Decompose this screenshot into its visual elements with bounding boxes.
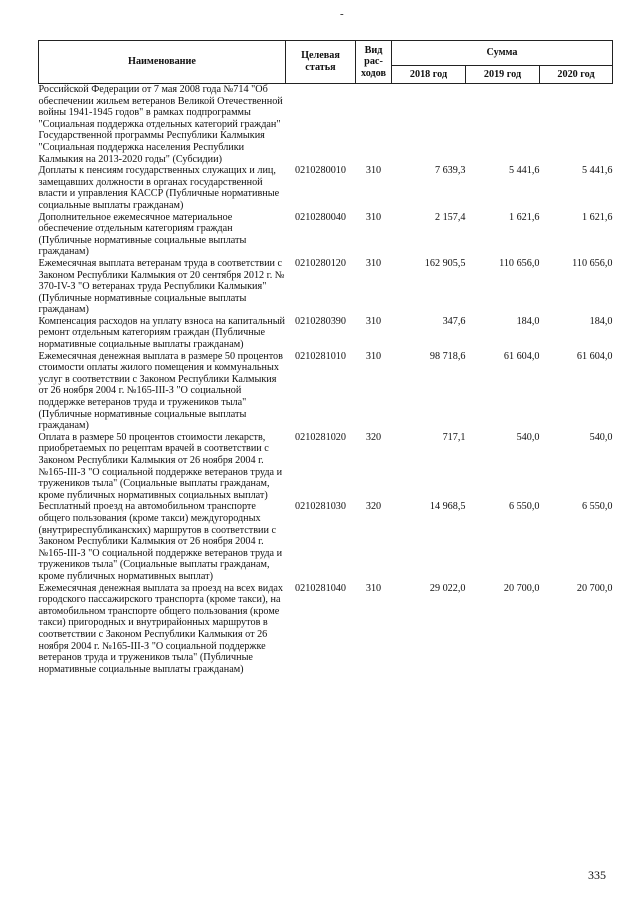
row-kind: 320 bbox=[365, 431, 382, 443]
row-2019: 6 550,0 bbox=[508, 501, 540, 513]
table-row bbox=[39, 84, 613, 166]
row-kind bbox=[356, 84, 392, 166]
row-2020: 110 656,0 bbox=[572, 257, 613, 269]
page-number: 335 bbox=[588, 868, 606, 882]
row-2020: 61 604,0 bbox=[576, 350, 613, 362]
table-row bbox=[39, 212, 613, 258]
row-2018: 14 968,5 bbox=[429, 501, 466, 513]
row-2019: 540,0 bbox=[516, 431, 540, 443]
header-year-2018: 2018 год bbox=[392, 66, 466, 84]
row-code: 0210280010 bbox=[295, 165, 346, 177]
row-2020: 184,0 bbox=[589, 315, 613, 327]
row-name: Доплаты к пенсиям государственных служащих и лиц, замещавших должности в органах государственной власти и управления КАССР (Публичные нормативные социальные выплаты гражданам) bbox=[38, 165, 280, 211]
row-2020: 6 550,0 bbox=[581, 501, 613, 513]
row-2020: 20 700,0 bbox=[576, 582, 613, 594]
row-name: Ежемесячная выплата ветеранам труда в соответствии с Законом Республики Калмыкия от 20 сентября 2012 г. № 370-IV-З "О ветеранах труда Республики Калмыкия" (Публичные нормативные социальные выплаты гражданам) bbox=[38, 257, 285, 316]
header-target-article: Целевая статья bbox=[286, 41, 356, 84]
row-2019: 110 656,0 bbox=[499, 257, 540, 269]
row-2019: 61 604,0 bbox=[503, 350, 540, 362]
row-name: Ежемесячная денежная выплата в размере 50 процентов стоимости оплаты жилого помещения и коммунальных услуг в соответствии с Законом Республики Калмыкия от 26 ноября 2004 г. №165-III-З "О социальной поддержке ветеранов труда и тружеников тыла" (Публичные нормативные социальные выплаты гражданам) bbox=[38, 350, 283, 432]
table-row bbox=[39, 432, 613, 502]
top-mark: - bbox=[340, 8, 344, 20]
row-code: 0210281030 bbox=[295, 501, 346, 513]
table-row bbox=[39, 351, 613, 432]
row-name: Оплата в размере 50 процентов стоимости лекарств, приобретаемых по рецептам врачей в соответствии с Законом Республики Калмыкия от 26 ноября 2004 г. №165-III-З "О социальной поддержке ветеранов труда и тружеников тыла" (Социальные выплаты гражданам, кроме публичных нормативных социальных выплат) bbox=[38, 431, 283, 501]
row-2020: 1 621,6 bbox=[581, 211, 613, 223]
table-row bbox=[39, 316, 613, 351]
row-kind: 310 bbox=[365, 211, 382, 223]
row-kind: 310 bbox=[365, 315, 382, 327]
table-row bbox=[39, 583, 613, 676]
row-2018: 29 022,0 bbox=[429, 582, 466, 594]
row-2018: 2 157,4 bbox=[434, 211, 466, 223]
row-2018: 347,6 bbox=[442, 315, 466, 327]
row-2019: 184,0 bbox=[516, 315, 540, 327]
row-2018: 7 639,3 bbox=[434, 165, 466, 177]
table-row bbox=[39, 165, 613, 211]
row-kind: 310 bbox=[365, 257, 382, 269]
row-code: 0210280390 bbox=[295, 315, 346, 327]
row-name: Дополнительное ежемесячное материальное обеспечение отдельным категориям граждан (Публичные нормативные социальные выплаты гражданам) bbox=[38, 211, 247, 258]
row-kind: 310 bbox=[365, 350, 382, 362]
table-row bbox=[39, 501, 613, 582]
budget-table bbox=[38, 40, 613, 675]
row-code bbox=[286, 84, 356, 166]
row-code: 0210281040 bbox=[295, 582, 346, 594]
row-2020 bbox=[540, 84, 613, 166]
header-name: Наименование bbox=[39, 41, 286, 84]
row-code: 0210280120 bbox=[295, 257, 346, 269]
row-2018: 717,1 bbox=[442, 431, 466, 443]
row-name: Российской Федерации от 7 мая 2008 года №714 "Об обеспечении жильем ветеранов Великой Отечественной войны 1941-1945 годов" в рамках подпрограммы "Социальная поддержка отдельных категорий граждан" Государственной программы Республики Калмыкия "Социальная поддержка населения Республики Калмыкия на 2013-2020 годы" (Субсидии) bbox=[38, 84, 283, 165]
row-code: 0210281010 bbox=[295, 350, 346, 362]
header-year-2020: 2020 год bbox=[540, 66, 613, 84]
table-row bbox=[39, 258, 613, 316]
header-expense-kind: Вид рас-ходов bbox=[356, 41, 392, 84]
row-kind: 310 bbox=[365, 582, 382, 594]
row-name: Бесплатный проезд на автомобильном транспорте общего пользования (кроме такси) междугородных (внутриреспубликанских) маршрутов в соответствии с Законом Республики Калмыкия от 26 ноября 2004 г. №165-III-З "О социальной поддержке ветеранов труда и тружеников тыла" (Социальные выплаты гражданам, кроме публичных нормативных выплат) bbox=[38, 501, 283, 582]
row-2018: 98 718,6 bbox=[429, 350, 466, 362]
row-name: Ежемесячная денежная выплата за проезд на всех видах городского пассажирского транспорта (кроме такси), на автомобильном транспорте общего пользования (кроме такси) пригородных и внутрирайонных маршрутов в соответствии с Законом Республики Калмыкия от 26 ноября 2004 г. №165-III-З "О социальной поддержке ветеранов труда и тружеников тыла" (Публичные нормативные социальные выплаты гражданам) bbox=[38, 582, 284, 675]
row-kind: 310 bbox=[365, 165, 382, 177]
row-code: 0210280040 bbox=[295, 211, 346, 223]
row-2020: 5 441,6 bbox=[581, 165, 613, 177]
row-2018: 162 905,5 bbox=[424, 257, 466, 269]
row-2020: 540,0 bbox=[589, 431, 613, 443]
row-2019 bbox=[466, 84, 540, 166]
row-code: 0210281020 bbox=[295, 431, 346, 443]
row-2018 bbox=[392, 84, 466, 166]
header-sum: Сумма bbox=[392, 41, 613, 66]
row-2019: 20 700,0 bbox=[503, 582, 540, 594]
header-year-2019: 2019 год bbox=[466, 66, 540, 84]
row-name: Компенсация расходов на уплату взноса на капитальный ремонт отдельным категориям граждан (Публичные нормативные социальные выплаты гражданам) bbox=[38, 315, 285, 351]
row-2019: 5 441,6 bbox=[508, 165, 540, 177]
row-2019: 1 621,6 bbox=[508, 211, 540, 223]
row-kind: 320 bbox=[365, 501, 382, 513]
